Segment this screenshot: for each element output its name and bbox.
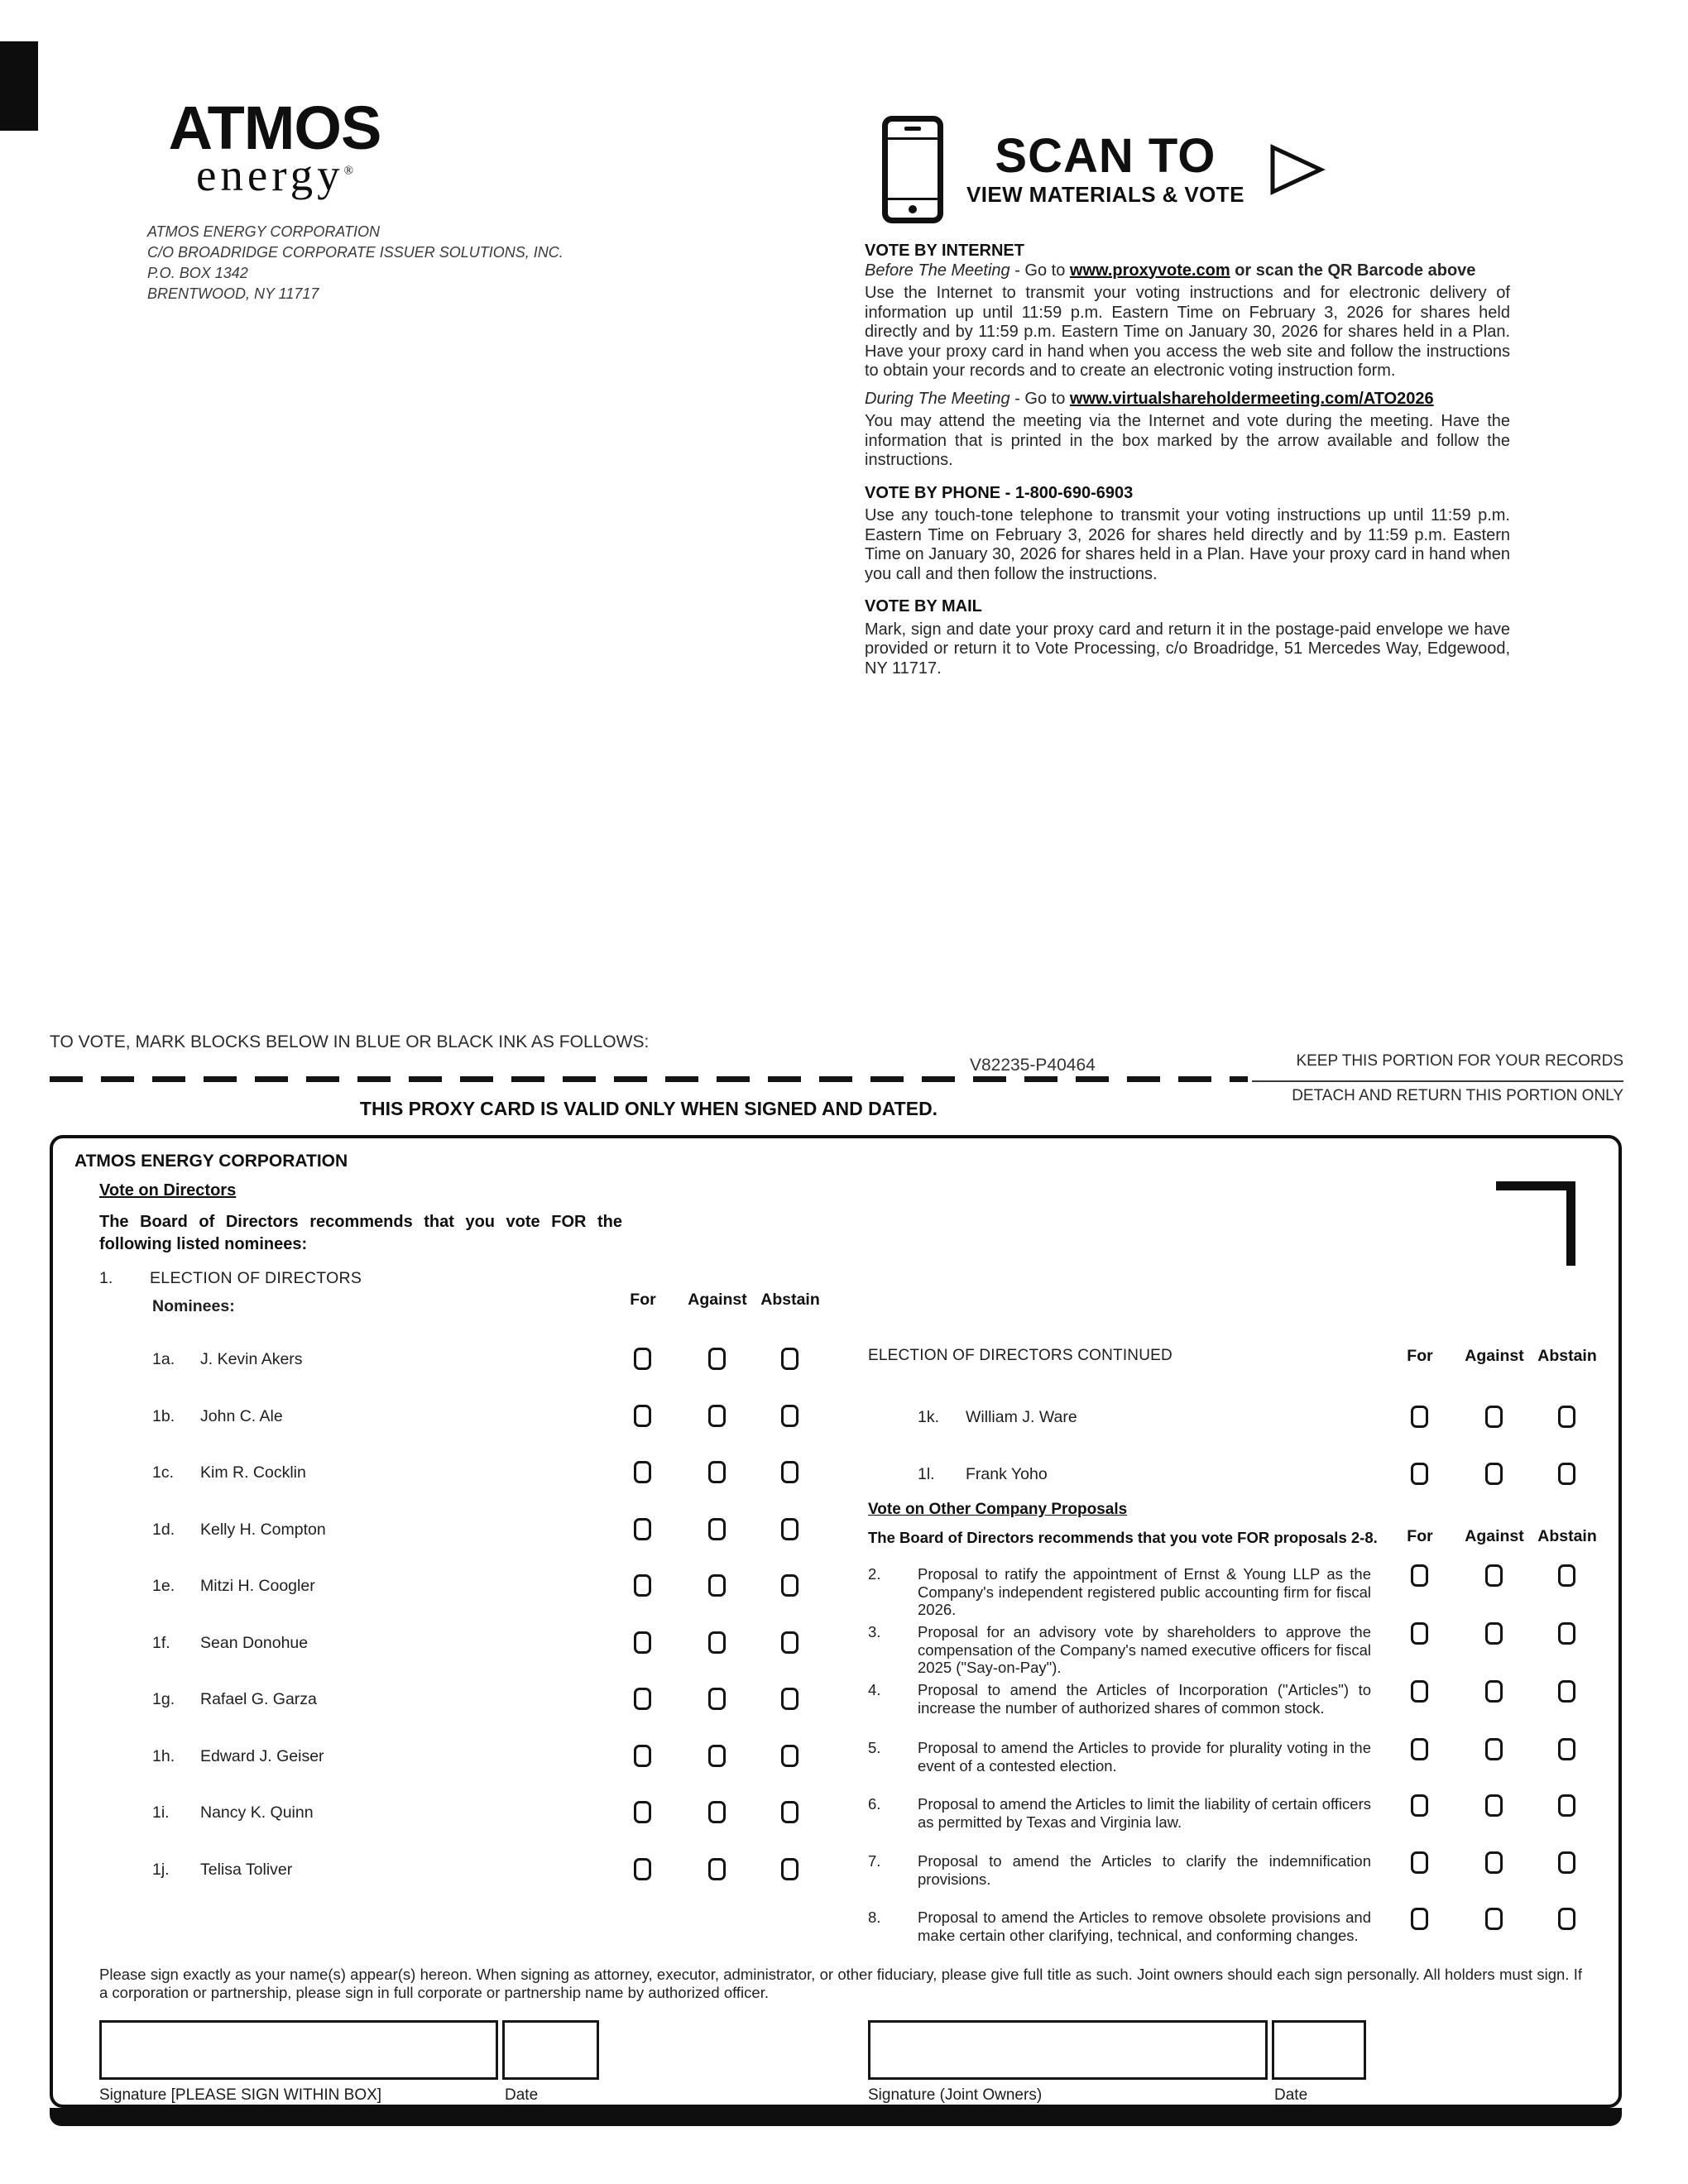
joint-date-input[interactable] bbox=[1272, 2020, 1366, 2080]
proposal-number: 8. bbox=[868, 1909, 881, 1926]
nominee-name: John C. Ale bbox=[200, 1407, 283, 1425]
nominee-1e-abstain-checkbox[interactable] bbox=[781, 1574, 798, 1597]
during-meeting-label: During The Meeting bbox=[865, 389, 1010, 408]
nominee-1g-abstain-checkbox[interactable] bbox=[781, 1688, 798, 1710]
nominee-row-1j bbox=[53, 1861, 847, 1889]
arrow-right-icon bbox=[1268, 142, 1327, 197]
vote-by-mail-heading: VOTE BY MAIL bbox=[865, 597, 982, 615]
registered-trademark-symbol: ® bbox=[343, 164, 354, 178]
go-to-text: - Go to bbox=[1009, 389, 1070, 408]
vote-by-internet-heading: VOTE BY INTERNET bbox=[865, 242, 1024, 260]
signature-date-input[interactable] bbox=[502, 2020, 599, 2080]
qr-barcode-text: or scan the QR Barcode above bbox=[1230, 261, 1476, 280]
nominee-1k-for-checkbox[interactable] bbox=[1411, 1406, 1428, 1428]
proposal-2-abstain-checkbox[interactable] bbox=[1558, 1564, 1575, 1587]
nominee-name: Telisa Toliver bbox=[200, 1861, 293, 1879]
recommendation-line-2: following listed nominees: bbox=[99, 1235, 308, 1253]
address-line: P.O. BOX 1342 bbox=[147, 265, 248, 281]
nominee-name: William J. Ware bbox=[966, 1408, 1077, 1426]
nominee-id: 1l. bbox=[918, 1465, 935, 1483]
nominee-1i-abstain-checkbox[interactable] bbox=[781, 1801, 798, 1823]
vote-on-directors-heading: Vote on Directors bbox=[99, 1181, 237, 1200]
proposal-8-for-checkbox[interactable] bbox=[1411, 1908, 1428, 1930]
nominee-id: 1i. bbox=[152, 1803, 170, 1822]
scan-text bbox=[966, 128, 1244, 208]
nominee-row-1a bbox=[53, 1350, 847, 1378]
column-header-abstain: Abstain bbox=[1537, 1527, 1597, 1545]
date-label: Date bbox=[505, 2086, 539, 2104]
nominee-id: 1f. bbox=[152, 1634, 170, 1652]
nominee-name: Kim R. Cocklin bbox=[200, 1463, 306, 1482]
proposal-3-for-checkbox[interactable] bbox=[1411, 1622, 1428, 1645]
nominee-1j-abstain-checkbox[interactable] bbox=[781, 1858, 798, 1880]
proposal-8-against-checkbox[interactable] bbox=[1485, 1908, 1503, 1930]
item-1-number: 1. bbox=[99, 1269, 113, 1287]
nominee-1k-against-checkbox[interactable] bbox=[1485, 1406, 1503, 1428]
scan-to-vote-banner bbox=[882, 116, 1327, 223]
proposal-2-against-checkbox[interactable] bbox=[1485, 1564, 1503, 1587]
phone-paragraph: Use any touch-tone telephone to transmit your voting instructions up until 11:59 p.m. Eastern Time on February 3, 2026 for shares held directly and by 11:59 p.m. Eastern Time on January 30, 2026 for shares held in a Plan. Have your proxy card in hand when you call and then follow the instructions. bbox=[865, 506, 1510, 583]
column-header-against: Against bbox=[1465, 1347, 1524, 1365]
keep-portion-note: KEEP THIS PORTION FOR YOUR RECORDS bbox=[1296, 1052, 1623, 1070]
nominee-1h-against-checkbox[interactable] bbox=[708, 1745, 726, 1767]
proposal-5-abstain-checkbox[interactable] bbox=[1558, 1738, 1575, 1760]
signature-instructions: Please sign exactly as your name(s) appear(s) hereon. When signing as attorney, executor, administrator, or other fiduciary, please give full title as such. Joint owners should each sign personally. All holders must sign. If a corporation or partnership, please sign in full corporate or partnership name by authorized officer. bbox=[99, 1966, 1582, 2001]
proposal-number: 4. bbox=[868, 1681, 881, 1698]
bottom-registration-bar bbox=[50, 2108, 1622, 2126]
virtualshareholdermeeting-link[interactable]: www.virtualshareholdermeeting.com/ATO2026 bbox=[1069, 389, 1434, 408]
proposal-number: 6. bbox=[868, 1795, 881, 1813]
proposal-3-abstain-checkbox[interactable] bbox=[1558, 1622, 1575, 1645]
column-header-for: For bbox=[630, 1291, 656, 1309]
nominee-name: Frank Yoho bbox=[966, 1465, 1048, 1483]
scan-title: SCAN TO bbox=[995, 128, 1216, 183]
nominee-row-1d bbox=[53, 1521, 847, 1549]
proxyvote-link[interactable]: www.proxyvote.com bbox=[1069, 261, 1230, 280]
during-meeting-line bbox=[865, 390, 1510, 410]
signature-label: Signature [PLEASE SIGN WITHIN BOX] bbox=[99, 2086, 382, 2104]
proxy-voting-card bbox=[50, 1135, 1622, 2108]
nominee-id: 1e. bbox=[152, 1577, 175, 1595]
proposal-3-against-checkbox[interactable] bbox=[1485, 1622, 1503, 1645]
nominee-1d-against-checkbox[interactable] bbox=[708, 1518, 726, 1540]
nominee-row-1l bbox=[53, 1465, 1625, 1493]
nominee-1e-for-checkbox[interactable] bbox=[634, 1574, 651, 1597]
column-header-against: Against bbox=[688, 1291, 747, 1309]
board-recommendation-directors bbox=[99, 1211, 622, 1256]
nominee-row-1k bbox=[53, 1408, 1625, 1436]
nominee-1a-for-checkbox[interactable] bbox=[634, 1348, 651, 1370]
proposal-6-against-checkbox[interactable] bbox=[1485, 1794, 1503, 1817]
nominee-1f-for-checkbox[interactable] bbox=[634, 1631, 651, 1654]
proposal-text: Proposal to amend the Articles to remove obsolete provisions and make certain other clarifying, technical, and conforming changes. bbox=[918, 1909, 1371, 1944]
proposal-4-for-checkbox[interactable] bbox=[1411, 1680, 1428, 1703]
nominee-id: 1h. bbox=[152, 1747, 175, 1765]
proposal-4-abstain-checkbox[interactable] bbox=[1558, 1680, 1575, 1703]
nominee-1h-for-checkbox[interactable] bbox=[634, 1745, 651, 1767]
nominee-1h-abstain-checkbox[interactable] bbox=[781, 1745, 798, 1767]
vote-instructions bbox=[865, 242, 1510, 687]
proposal-number: 7. bbox=[868, 1852, 881, 1870]
nominee-id: 1b. bbox=[152, 1407, 175, 1425]
nominee-1l-abstain-checkbox[interactable] bbox=[1558, 1463, 1575, 1485]
proposal-text: Proposal to amend the Articles to limit the liability of certain officers as permitted by Texas and Virginia law. bbox=[918, 1795, 1371, 1831]
nominee-1i-for-checkbox[interactable] bbox=[634, 1801, 651, 1823]
nominee-name: Mitzi H. Coogler bbox=[200, 1577, 315, 1595]
nominee-1d-abstain-checkbox[interactable] bbox=[781, 1518, 798, 1540]
nominee-1d-for-checkbox[interactable] bbox=[634, 1518, 651, 1540]
nominee-1j-for-checkbox[interactable] bbox=[634, 1858, 651, 1880]
marking-instruction: TO VOTE, MARK BLOCKS BELOW IN BLUE OR BLACK INK AS FOLLOWS: bbox=[50, 1032, 650, 1051]
nominee-id: 1j. bbox=[152, 1861, 170, 1879]
mail-paragraph: Mark, sign and date your proxy card and return it in the postage-paid envelope we have provided or return it to Vote Processing, c/o Broadridge, 51 Mercedes Way, Edgewood, NY 11717. bbox=[865, 620, 1510, 678]
joint-signature-input[interactable] bbox=[868, 2020, 1268, 2080]
scan-subtitle: VIEW MATERIALS & VOTE bbox=[966, 182, 1244, 208]
proposal-text: Proposal for an advisory vote by shareholders to approve the compensation of the Company's named executive officers for fiscal 2025 ("Say-on-Pay"). bbox=[918, 1623, 1371, 1676]
proposal-5-against-checkbox[interactable] bbox=[1485, 1738, 1503, 1760]
card-company-title: ATMOS ENERGY CORPORATION bbox=[74, 1152, 348, 1171]
column-header-for: For bbox=[1407, 1527, 1433, 1545]
internet-during-paragraph: You may attend the meeting via the Internet and vote during the meeting. Have the information that is printed in the box marked by the arrow available and follow the instructions. bbox=[865, 412, 1510, 469]
detach-return-note: DETACH AND RETURN THIS PORTION ONLY bbox=[1292, 1087, 1623, 1104]
atmos-energy-logo bbox=[142, 93, 407, 200]
address-line: C/O BROADRIDGE CORPORATE ISSUER SOLUTIONS, INC. bbox=[147, 244, 563, 261]
control-number: V82235-P40464 bbox=[970, 1056, 1096, 1075]
address-line: ATMOS ENERGY CORPORATION bbox=[147, 223, 381, 240]
nominees-label: Nominees: bbox=[152, 1297, 235, 1315]
nominee-id: 1a. bbox=[152, 1350, 175, 1368]
nominee-row-1i bbox=[53, 1803, 847, 1832]
column-header-abstain: Abstain bbox=[760, 1291, 820, 1309]
keep-portion-rule bbox=[1252, 1080, 1623, 1082]
proposal-number: 3. bbox=[868, 1623, 881, 1640]
before-meeting-label: Before The Meeting bbox=[865, 261, 1010, 280]
election-continued-label: ELECTION OF DIRECTORS CONTINUED bbox=[868, 1347, 1172, 1364]
registration-mark bbox=[0, 41, 38, 131]
nominee-1a-abstain-checkbox[interactable] bbox=[781, 1348, 798, 1370]
nominee-1i-against-checkbox[interactable] bbox=[708, 1801, 726, 1823]
column-header-for: For bbox=[1407, 1347, 1433, 1365]
address-line: BRENTWOOD, NY 11717 bbox=[147, 285, 319, 302]
proposal-8-abstain-checkbox[interactable] bbox=[1558, 1908, 1575, 1930]
proposal-text: Proposal to amend the Articles to clarify the indemnification provisions. bbox=[918, 1852, 1371, 1888]
nominee-1l-against-checkbox[interactable] bbox=[1485, 1463, 1503, 1485]
nominee-name: Nancy K. Quinn bbox=[200, 1803, 314, 1822]
column-header-abstain: Abstain bbox=[1537, 1347, 1597, 1365]
internet-before-paragraph: Use the Internet to transmit your voting instructions and for electronic delivery of information up until 11:59 p.m. Eastern Time on February 3, 2026 for shares held directly and by 11:59 p.m. Eastern Time on January 30, 2026 for shares held in a Plan. Have your proxy card in hand when you access the web site and follow the instructions to obtain your records and to create an electronic voting instruction form. bbox=[865, 284, 1510, 380]
nominee-name: Sean Donohue bbox=[200, 1634, 309, 1652]
nominee-id: 1g. bbox=[152, 1690, 175, 1708]
company-address bbox=[147, 222, 563, 304]
election-of-directors-label: ELECTION OF DIRECTORS bbox=[150, 1269, 362, 1287]
nominee-1k-abstain-checkbox[interactable] bbox=[1558, 1406, 1575, 1428]
proposal-text: Proposal to amend the Articles of Incorporation ("Articles") to increase the number of authorized shares of common stock. bbox=[918, 1681, 1371, 1717]
valid-when-signed-note: THIS PROXY CARD IS VALID ONLY WHEN SIGNED AND DATED. bbox=[359, 1098, 938, 1119]
before-meeting-line bbox=[865, 261, 1510, 281]
vote-by-phone-heading: VOTE BY PHONE - 1-800-690-6903 bbox=[865, 483, 1134, 502]
nominee-row-1h bbox=[53, 1747, 847, 1775]
nominee-row-1f bbox=[53, 1634, 847, 1662]
proposal-7-for-checkbox[interactable] bbox=[1411, 1851, 1428, 1874]
recommendation-line-1: The Board of Directors recommends that you vote FOR the bbox=[99, 1213, 622, 1231]
proposal-text: Proposal to ratify the appointment of Ernst & Young LLP as the Company's independent registered public accounting firm for fiscal 2026. bbox=[918, 1565, 1371, 1618]
nominee-1g-for-checkbox[interactable] bbox=[634, 1688, 651, 1710]
nominee-id: 1k. bbox=[918, 1408, 940, 1426]
vote-on-other-proposals-heading: Vote on Other Company Proposals bbox=[868, 1501, 1128, 1518]
column-header-against: Against bbox=[1465, 1527, 1524, 1545]
nominee-1f-against-checkbox[interactable] bbox=[708, 1631, 726, 1654]
nominee-row-1e bbox=[53, 1577, 847, 1605]
proposal-6-for-checkbox[interactable] bbox=[1411, 1794, 1428, 1817]
proposal-7-against-checkbox[interactable] bbox=[1485, 1851, 1503, 1874]
nominee-1g-against-checkbox[interactable] bbox=[708, 1688, 726, 1710]
nominee-name: Kelly H. Compton bbox=[200, 1521, 326, 1539]
proposal-4-against-checkbox[interactable] bbox=[1485, 1680, 1503, 1703]
proposal-text: Proposal to amend the Articles to provide for plurality voting in the event of a contested election. bbox=[918, 1739, 1371, 1774]
proposal-number: 5. bbox=[868, 1739, 881, 1756]
nominee-1l-for-checkbox[interactable] bbox=[1411, 1463, 1428, 1485]
board-recommendation-proposals: The Board of Directors recommends that you vote FOR proposals 2-8. bbox=[868, 1529, 1378, 1546]
proposal-number: 2. bbox=[868, 1565, 881, 1583]
logo-energy-text: energy bbox=[195, 150, 344, 200]
nominee-name: Edward J. Geiser bbox=[200, 1747, 324, 1765]
nominee-name: Rafael G. Garza bbox=[200, 1690, 317, 1708]
nominee-1f-abstain-checkbox[interactable] bbox=[781, 1631, 798, 1654]
nominee-row-1g bbox=[53, 1690, 847, 1718]
smartphone-icon bbox=[882, 116, 943, 223]
date-label: Date bbox=[1274, 2086, 1308, 2104]
proposal-2-for-checkbox[interactable] bbox=[1411, 1564, 1428, 1587]
joint-signature-label: Signature (Joint Owners) bbox=[868, 2086, 1043, 2104]
signature-input[interactable] bbox=[99, 2020, 498, 2080]
logo-wordmark: ATMOS bbox=[168, 93, 381, 162]
go-to-text: - Go to bbox=[1009, 261, 1070, 280]
nominee-id: 1c. bbox=[152, 1463, 175, 1482]
corner-registration-mark bbox=[1496, 1181, 1575, 1266]
nominee-id: 1d. bbox=[152, 1521, 175, 1539]
proposal-5-for-checkbox[interactable] bbox=[1411, 1738, 1428, 1760]
nominee-1e-against-checkbox[interactable] bbox=[708, 1574, 726, 1597]
nominee-1j-against-checkbox[interactable] bbox=[708, 1858, 726, 1880]
proposal-7-abstain-checkbox[interactable] bbox=[1558, 1851, 1575, 1874]
proposal-6-abstain-checkbox[interactable] bbox=[1558, 1794, 1575, 1817]
detach-dashed-line bbox=[50, 1076, 1248, 1082]
nominee-name: J. Kevin Akers bbox=[200, 1350, 303, 1368]
nominee-1a-against-checkbox[interactable] bbox=[708, 1348, 726, 1370]
